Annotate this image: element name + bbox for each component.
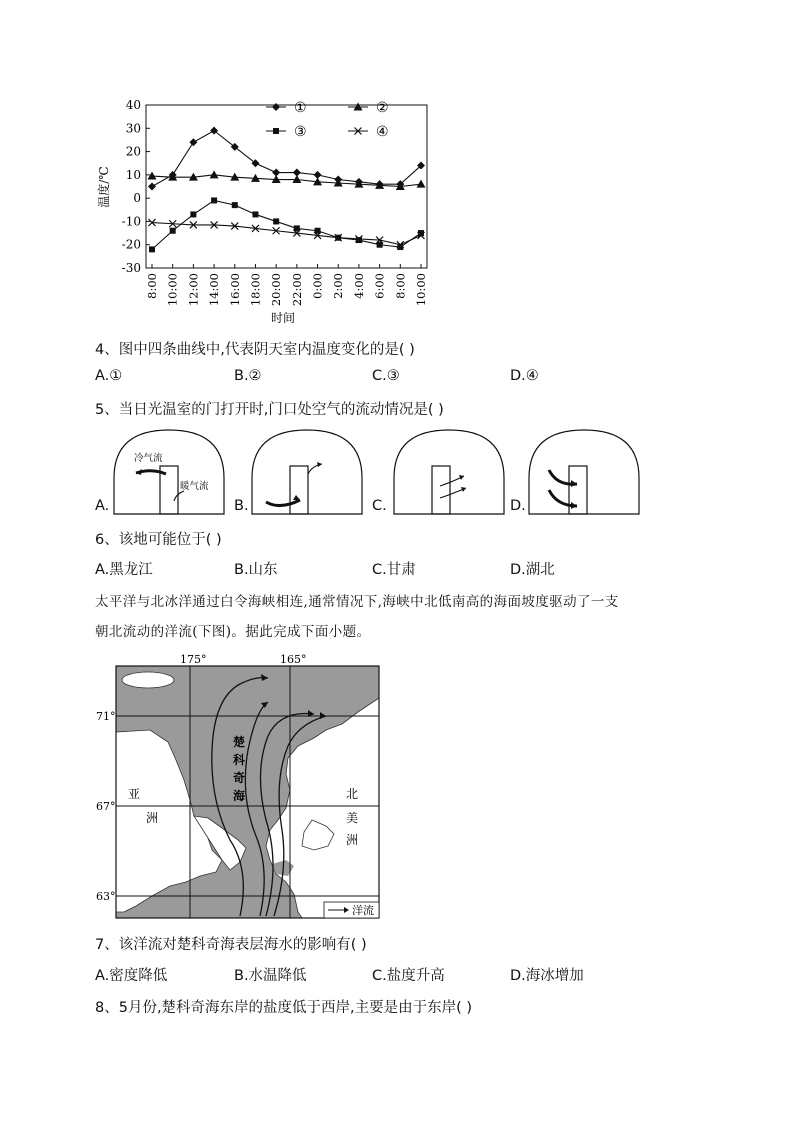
q6-option-a[interactable]: A.黑龙江 bbox=[95, 562, 153, 578]
x-tick-labels bbox=[145, 273, 428, 306]
question-4-stem: 4、图中四条曲线中,代表阴天室内温度变化的是( ) bbox=[95, 342, 415, 358]
y-tick-label: 0 bbox=[133, 191, 141, 206]
asia-label-1: 亚 bbox=[128, 787, 141, 801]
q5-option-b[interactable]: B. bbox=[234, 498, 249, 514]
america-label-2: 美 bbox=[346, 811, 359, 825]
question-6-stem: 6、该地可能位于( ) bbox=[95, 532, 222, 548]
y-tick-label: -20 bbox=[121, 237, 141, 252]
x-tick-label: 20:00 bbox=[269, 273, 284, 307]
x-tick-label: 2:00 bbox=[331, 273, 346, 299]
y-tick-label: 10 bbox=[125, 167, 141, 182]
q4-option-c[interactable]: C.③ bbox=[372, 368, 400, 384]
asia-label-2: 洲 bbox=[146, 811, 159, 825]
data-point bbox=[148, 172, 157, 180]
sea-name-char-1: 楚 bbox=[233, 735, 246, 749]
y-axis-label: 温度/℃ bbox=[97, 166, 111, 208]
lon-label-165: 165° bbox=[280, 653, 307, 666]
greenhouse-diagram-a bbox=[112, 428, 227, 516]
america-label-1: 北 bbox=[346, 787, 359, 801]
lat-label-67: 67° bbox=[96, 800, 116, 813]
q5-option-a[interactable]: A. bbox=[95, 498, 110, 514]
sea-name-char-4: 海 bbox=[233, 789, 246, 803]
data-point bbox=[232, 202, 238, 208]
y-tick-label: -10 bbox=[121, 214, 141, 229]
warm-airflow-label: 暖气流 bbox=[180, 481, 209, 492]
america-label-3: 洲 bbox=[346, 833, 359, 847]
chart-legend bbox=[266, 100, 389, 140]
question-5-stem: 5、当日光温室的门打开时,门口处空气的流动情况是( ) bbox=[95, 402, 444, 418]
legend-label: ③ bbox=[294, 124, 307, 140]
x-tick-label: 14:00 bbox=[207, 273, 222, 307]
x-tick-label: 8:00 bbox=[393, 273, 408, 299]
x-tick-label: 10:00 bbox=[414, 273, 428, 307]
series-4 bbox=[149, 219, 425, 248]
q5-option-d[interactable]: D. bbox=[510, 498, 526, 514]
chukchi-sea-map bbox=[90, 650, 390, 922]
x-tick-label: 12:00 bbox=[186, 273, 201, 307]
legend-label: ④ bbox=[376, 124, 389, 140]
x-tick-label: 6:00 bbox=[372, 273, 387, 299]
data-point bbox=[252, 211, 258, 217]
y-tick-label: -30 bbox=[121, 261, 141, 275]
data-point bbox=[170, 228, 176, 234]
data-point bbox=[273, 218, 279, 224]
question-8-stem: 8、5月份,楚科奇海东岸的盐度低于西岸,主要是由于东岸( ) bbox=[95, 1000, 473, 1016]
q7-option-c[interactable]: C.盐度升高 bbox=[372, 968, 445, 984]
x-axis-label: 时间 bbox=[270, 311, 296, 325]
q7-option-a[interactable]: A.密度降低 bbox=[95, 968, 168, 984]
cold-airflow-label: 冷气流 bbox=[134, 453, 163, 464]
q4-option-b[interactable]: B.② bbox=[234, 368, 262, 384]
data-point bbox=[356, 237, 362, 243]
q7-option-d[interactable]: D.海冰增加 bbox=[510, 968, 584, 984]
map-legend-label: 洋流 bbox=[352, 904, 374, 917]
data-point bbox=[148, 183, 156, 191]
data-point bbox=[190, 211, 196, 217]
x-tick-label: 8:00 bbox=[145, 273, 159, 299]
data-point bbox=[210, 170, 219, 178]
legend-label: ① bbox=[294, 100, 307, 116]
y-tick-label: 20 bbox=[125, 144, 141, 159]
data-point bbox=[149, 246, 155, 252]
q4-option-a[interactable]: A.① bbox=[95, 368, 123, 384]
x-tick-label: 0:00 bbox=[310, 273, 325, 299]
lat-label-63: 63° bbox=[96, 890, 116, 903]
y-tick-labels bbox=[122, 98, 141, 275]
wrangel-island bbox=[122, 672, 174, 688]
temperature-chart bbox=[90, 95, 450, 330]
lat-label-71: 71° bbox=[96, 710, 116, 723]
y-tick-label: 40 bbox=[125, 98, 141, 112]
series-2 bbox=[148, 170, 426, 190]
sea-name-char-2: 科 bbox=[233, 753, 246, 767]
q5-option-c[interactable]: C. bbox=[372, 498, 387, 514]
x-tick-label: 10:00 bbox=[165, 273, 180, 307]
question-7-stem: 7、该洋流对楚科奇海表层海水的影响有( ) bbox=[95, 937, 367, 953]
data-point bbox=[189, 138, 197, 146]
x-tick-label: 22:00 bbox=[289, 273, 304, 307]
chart-series bbox=[148, 127, 426, 253]
x-tick-label: 16:00 bbox=[227, 273, 242, 307]
legend-label: ② bbox=[376, 100, 389, 116]
x-tick-label: 18:00 bbox=[248, 273, 263, 307]
x-tick-label: 4:00 bbox=[351, 273, 366, 299]
passage-line-2: 朝北流动的洋流(下图)。据此完成下面小题。 bbox=[95, 624, 371, 640]
q6-option-c[interactable]: C.甘肃 bbox=[372, 562, 416, 578]
y-tick-label: 30 bbox=[125, 121, 141, 136]
data-point bbox=[211, 197, 217, 203]
q6-option-b[interactable]: B.山东 bbox=[234, 562, 278, 578]
q4-option-d[interactable]: D.④ bbox=[510, 368, 539, 384]
q7-option-b[interactable]: B.水温降低 bbox=[234, 968, 307, 984]
legend-marker bbox=[273, 128, 279, 134]
q6-option-d[interactable]: D.湖北 bbox=[510, 562, 555, 578]
passage-line-1: 太平洋与北冰洋通过白令海峡相连,通常情况下,海峡中北低南高的海面坡度驱动了一支 bbox=[95, 594, 619, 610]
data-point bbox=[417, 180, 426, 188]
sea-name-char-3: 奇 bbox=[233, 771, 246, 785]
greenhouse-diagram-c bbox=[392, 428, 507, 516]
lon-label-175: 175° bbox=[180, 653, 207, 666]
greenhouse-diagram-d bbox=[527, 428, 642, 516]
legend-marker bbox=[272, 103, 280, 111]
greenhouse-diagram-b bbox=[250, 428, 365, 516]
